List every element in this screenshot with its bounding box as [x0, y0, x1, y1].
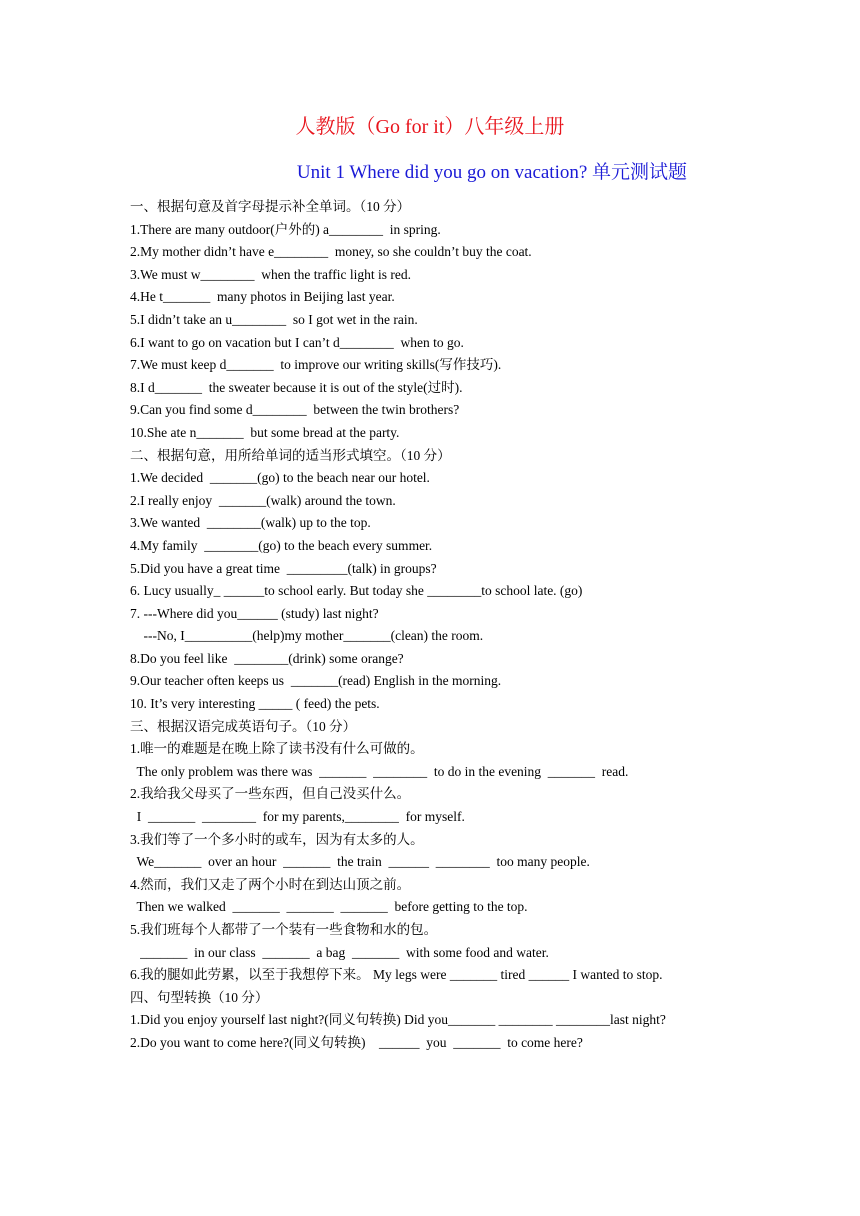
question-line: 4.He t_______ many photos in Beijing last year.	[130, 289, 395, 305]
section-2	[130, 445, 732, 716]
section-heading: 三、根据汉语完成英语句子。（10 分）	[130, 718, 357, 734]
question-line: 8.I d_______ the sweater because it is out of the style(过时).	[130, 379, 463, 395]
question-line: 10. It’s very interesting _____ ( feed) the pets.	[130, 696, 380, 712]
question-prompt: 3.我们等了一个多小时的或车，因为有太多的人。	[130, 831, 424, 847]
question-line: 3.We wanted ________(walk) up to the top.	[130, 515, 371, 531]
question-line: 1.We decided _______(go) to the beach near our hotel.	[130, 470, 430, 486]
question-line: 7.We must keep d_______ to improve our writing skills(写作技巧).	[130, 357, 502, 373]
question-line: 4.My family ________(go) to the beach every summer.	[130, 537, 433, 553]
question-line: 7. ---Where did you______ (study) last night?	[130, 605, 379, 621]
question-line: 5.I didn’t take an u________ so I got wet in the rain.	[130, 311, 418, 327]
question-line: 1.There are many outdoor(户外的) a________ in spring.	[130, 221, 441, 237]
answer-line: _______ in our class _______ a bag _______ with some food and water.	[130, 944, 549, 960]
section-3	[130, 716, 732, 987]
section-1	[130, 196, 732, 445]
answer-line: The only problem was there was _______ ________ to do in the evening _______ read.	[130, 763, 629, 779]
question-line: 10.She ate n_______ but some bread at the party.	[130, 424, 400, 440]
question-prompt: 5.我们班每个人都带了一个装有一些食物和水的包。	[130, 922, 438, 937]
question-line: 8.Do you feel like ________(drink) some orange?	[130, 650, 404, 666]
question-line: 2.My mother didn’t have e________ money, so she couldn’t buy the coat.	[130, 244, 532, 260]
question-line: 6.我的腿如此劳累，以至于我想停下来。 My legs were _______ tired ______ I wanted to stop.	[130, 967, 663, 983]
section-heading: 二、根据句意，用所给单词的适当形式填空。（10 分）	[130, 447, 451, 463]
question-line: 9.Can you find some d________ between the twin brothers?	[130, 402, 460, 418]
question-line: 9.Our teacher often keeps us _______(read) English in the morning.	[130, 673, 502, 689]
question-prompt: 2.我给我父母买了一些东西，但自己没买什么。	[130, 786, 411, 802]
section-heading: 一、根据句意及首字母提示补全单词。（10 分）	[130, 199, 411, 214]
section-heading: 四、句型转换（10 分）	[130, 989, 269, 1005]
question-line: 6. Lucy usually_ ______to school early. But today she ________to school late. (go)	[130, 583, 583, 599]
question-line: 2.Do you want to come here?(同义句转换) ______ you _______ to come here?	[130, 1034, 583, 1050]
question-line: 1.Did you enjoy yourself last night?(同义句转换) Did you_______ ________ ________last night?	[130, 1012, 666, 1028]
question-line: 3.We must w________ when the traffic light is red.	[130, 266, 411, 282]
answer-line: I _______ ________ for my parents,________ for myself.	[130, 809, 465, 825]
question-prompt: 4.然而，我们又走了两个小时在到达山顶之前。	[130, 876, 411, 892]
question-line: 5.Did you have a great time _________(talk) in groups?	[130, 560, 437, 576]
question-line: ---No, I__________(help)my mother_______(clean) the room.	[130, 628, 484, 644]
question-line: 6.I want to go on vacation but I can’t d________ when to go.	[130, 334, 464, 350]
question-prompt: 1.唯一的难题是在晚上除了读书没有什么可做的。	[130, 741, 424, 757]
answer-line: We_______ over an hour _______ the train ______ ________ too many people.	[130, 854, 590, 870]
answer-line: Then we walked _______ _______ _______ before getting to the top.	[130, 899, 528, 915]
question-line: 2.I really enjoy _______(walk) around the town.	[130, 492, 396, 508]
section-4	[130, 987, 732, 1055]
document-subtitle: Unit 1 Where did you go on vacation? 单元测试题	[296, 162, 688, 183]
worksheet-content	[130, 196, 732, 1055]
document-title: 人教版（Go for it）八年级上册	[295, 116, 565, 138]
